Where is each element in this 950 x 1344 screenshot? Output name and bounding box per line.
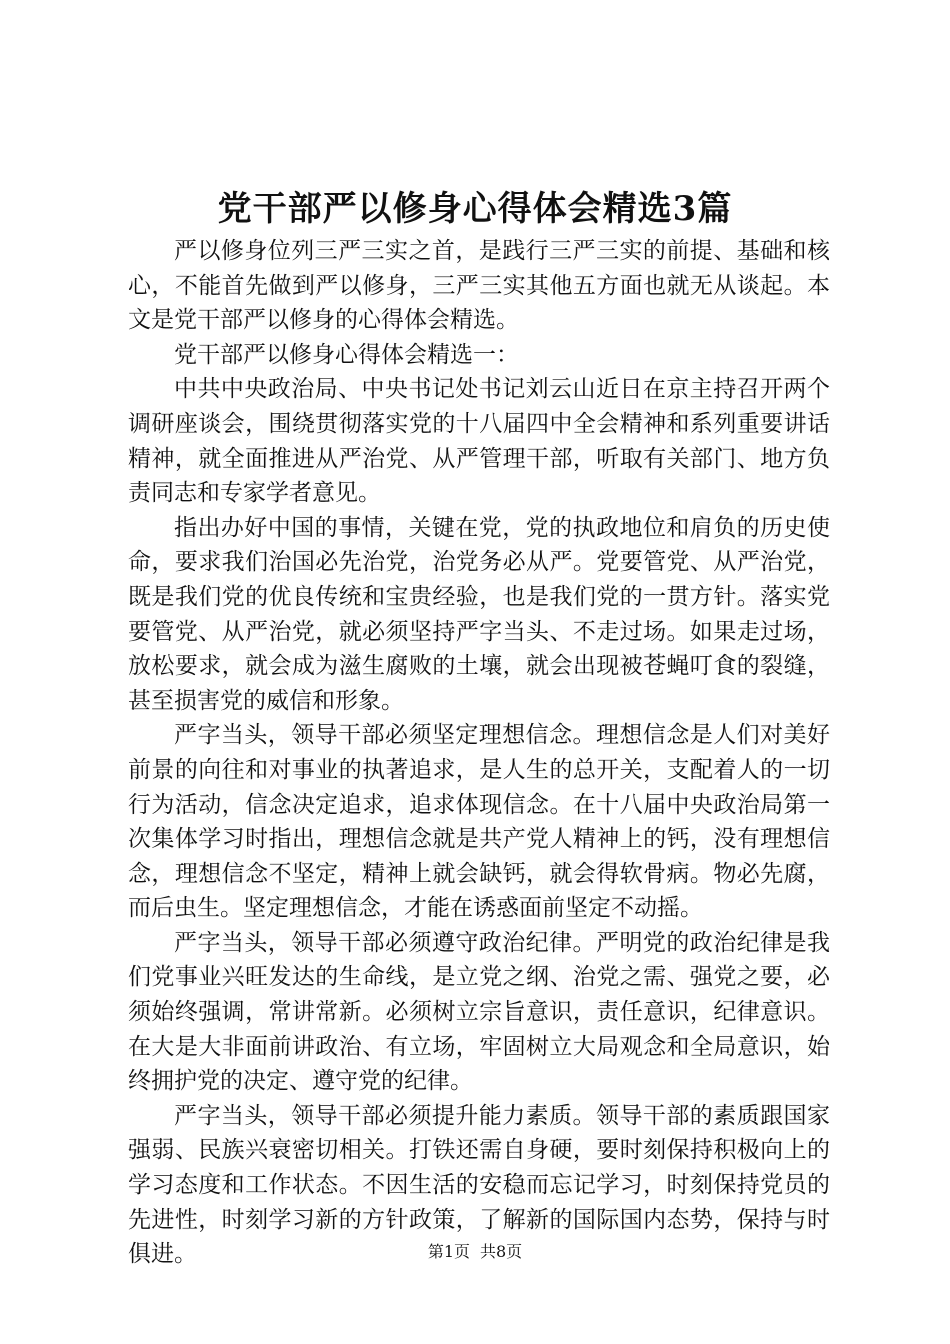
paragraph: 严字当头，领导干部必须提升能力素质。领导干部的素质跟国家强弱、民族兴衰密切相关。打铁还需自身硬，要时刻保持积极向上的学习态度和工作状态。不因生活的安稳而忘记学习，时刻保持党员的先进性，时刻学习新的方针政策，了解新的国际国内态势，保持与时俱进。 — [128, 1102, 830, 1268]
paragraph: 严字当头，领导干部必须遵守政治纪律。严明党的政治纪律是我们党事业兴旺发达的生命线，是立党之纲、治党之需、强党之要，必须始终强调，常讲常新。必须树立宗旨意识，责任意识，纪律意识。在大是大非面前讲政治、有立场，牢固树立大局观念和全局意识，始终拥护党的决定、遵守党的纪律。 — [128, 929, 830, 1095]
document-title: 党干部严以修身心得体会精选3篇 — [217, 189, 733, 229]
paragraph: 中共中央政治局、中央书记处书记刘云山近日在京主持召开两个调研座谈会，围绕贯彻落实党的十八届四中全会精神和系列重要讲话精神，就全面推进从严治党、从严管理干部，听取有关部门、地方负责同志和专家学者意见。 — [128, 376, 830, 507]
page-total: 共8页 — [480, 1242, 523, 1261]
paragraph-intro: 严以修身位列三严三实之首，是践行三严三实的前提、基础和核心，不能首先做到严以修身，三严三实其他五方面也就无从谈起。本文是党干部严以修身的心得体会精选。 — [128, 238, 830, 334]
paragraph: 指出办好中国的事情，关键在党，党的执政地位和肩负的历史使命，要求我们治国必先治党，治党务必从严。党要管党、从严治党，既是我们党的优良传统和宝贵经验，也是我们党的一贯方针。落实党要管党、从严治党，就必须坚持严字当头、不走过场。如果走过场，放松要求，就会成为滋生腐败的土壤，就会出现被苍蝇叮食的裂缝，甚至损害党的威信和形象。 — [128, 514, 830, 714]
paragraph: 严字当头，领导干部必须坚定理想信念。理想信念是人们对美好前景的向往和对事业的执著追求，是人生的总开关，支配着人的一切行为活动，信念决定追求，追求体现信念。在十八届中央政治局第一次集体学习时指出，理想信念就是共产党人精神上的钙，没有理想信念，理想信念不坚定，精神上就会缺钙，就会得软骨病。物必先腐，而后虫生。坚定理想信念，才能在诱惑面前坚定不动摇。 — [128, 722, 830, 922]
document-body — [128, 234, 830, 1272]
page-number: 第1页 — [427, 1242, 470, 1261]
paragraph-section-heading: 党干部严以修身心得体会精选一： — [174, 341, 519, 368]
page-footer — [0, 1241, 950, 1263]
